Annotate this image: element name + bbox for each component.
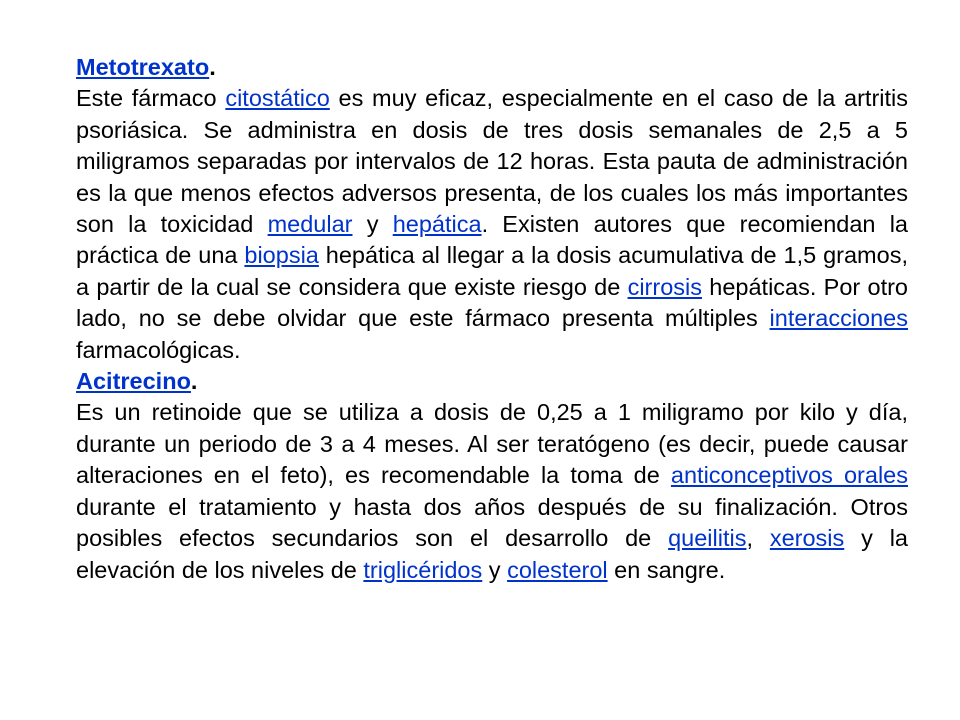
- text-segment: . Existen autores que recomiendan la práctica de una: [76, 211, 908, 269]
- text-segment: hepática al llegar a la dosis acumulativa de 1,5 gramos, a partir de la cual se considera que existe riesgo de: [76, 242, 908, 300]
- section-heading-metotrexato: [76, 52, 908, 83]
- link-queilitis[interactable]: queilitis: [668, 525, 747, 552]
- link-hepatica[interactable]: hepática: [392, 211, 482, 238]
- paragraph-acitrecino: [76, 397, 908, 585]
- text-segment: durante el tratamiento y hasta dos años después de su finalización. Otros posibles efectos secundarios son el desarrollo de: [76, 493, 908, 552]
- link-colesterol[interactable]: colesterol: [507, 556, 608, 583]
- section-heading-acitrecino: [76, 366, 908, 397]
- text-segment: Es un retinoide que se utiliza a dosis de 0,25 a 1 miligramo por kilo y día, durante un periodo de 3 a 4 meses. Al ser teratógeno (es decir, puede causar alteraciones en el feto), es recomendable la toma de: [76, 399, 908, 489]
- link-xerosis[interactable]: xerosis: [769, 525, 845, 552]
- link-anticonceptivos-orales[interactable]: anticonceptivos orales: [670, 462, 908, 489]
- heading-link-metotrexato[interactable]: Metotrexato: [76, 54, 210, 80]
- text-segment: y la elevación de los niveles de: [76, 525, 908, 583]
- heading-suffix: .: [190, 368, 198, 395]
- link-biopsia[interactable]: biopsia: [244, 242, 319, 269]
- text-segment: en sangre.: [607, 556, 726, 583]
- link-citostatico[interactable]: citostático: [225, 85, 330, 112]
- text-segment: es muy eficaz, especialmente en el caso de la artritis psoriásica. Se administra en dosis de tres dosis semanales de 2,5 a 5 miligramos separadas por intervalos de 12 horas. Esta pauta de administración es la que menos efectos adversos presenta, de los cuales los más importantes son la toxicidad: [76, 85, 908, 238]
- link-trigliceridos[interactable]: triglicéridos: [363, 556, 483, 583]
- paragraph-metotrexato: [76, 83, 908, 366]
- text-segment: ,: [746, 525, 770, 552]
- heading-suffix: .: [209, 54, 216, 80]
- link-interacciones[interactable]: interacciones: [769, 305, 908, 332]
- document-body: [76, 52, 908, 586]
- text-segment: farmacológicas.: [76, 336, 241, 363]
- heading-link-acitrecino[interactable]: Acitrecino: [76, 368, 191, 395]
- text-segment: y: [482, 556, 508, 583]
- text-segment: Este fármaco: [76, 85, 226, 112]
- link-cirrosis[interactable]: cirrosis: [627, 273, 702, 300]
- text-segment: y: [352, 211, 393, 238]
- link-medular[interactable]: medular: [267, 211, 353, 238]
- text-segment: hepáticas. Por otro lado, no se debe olvidar que este fármaco presenta múltiples: [76, 273, 908, 332]
